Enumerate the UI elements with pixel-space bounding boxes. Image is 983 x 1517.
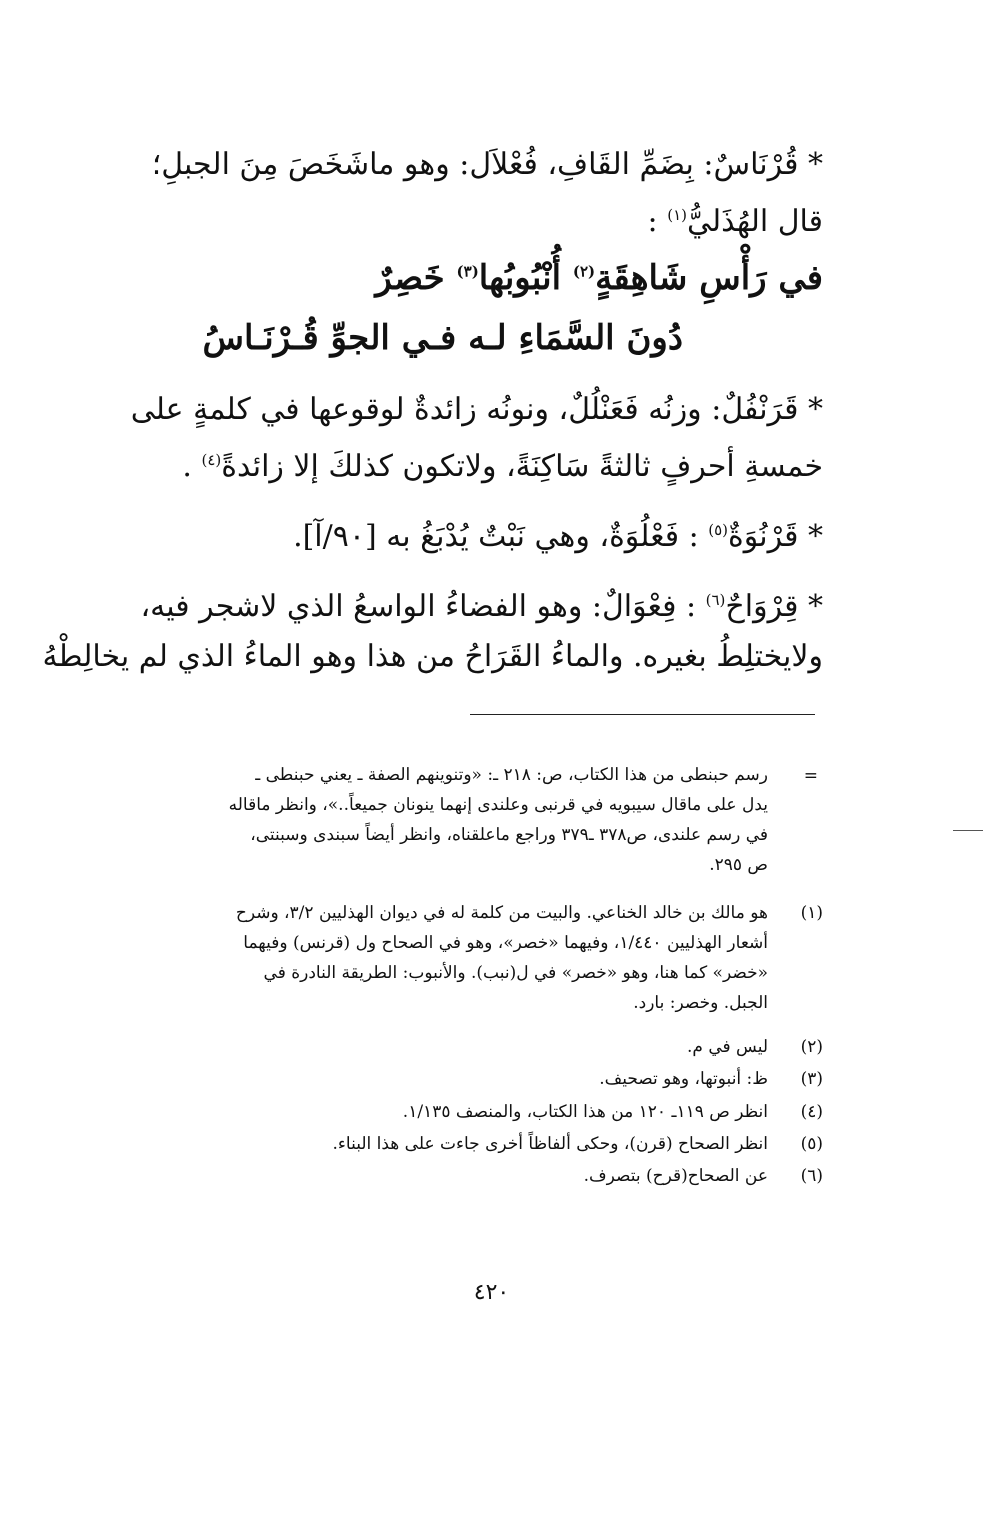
text-fragment: خمسةِ أحرفٍ ثالثةً سَاكِنَةً، ولاتكون كذلكَ إلا زائدةً — [221, 449, 823, 484]
text-fragment: . — [182, 449, 192, 484]
footnote-line: عن الصحاح(قرح) بتصرف. — [583, 1166, 768, 1186]
footnote-line: رسم حبنطى من هذا الكتاب، ص: ٢١٨ ـ: «وتنوينهم الصفة ـ يعني حبنطى ـ — [255, 765, 768, 785]
footnote-number: (٦) — [800, 1166, 823, 1186]
footnote-ref: (٥) — [708, 521, 728, 539]
text-line: * قُرْنَاسٌ: بِضَمِّ القَافِ، فُعْلاَل: وهو ماشَخَصَ مِنَ الجبلِ؛ — [151, 147, 823, 182]
footnote-number: (١) — [800, 903, 823, 923]
footnote-line: هو مالك بن خالد الخناعي. والبيت من كلمة له في ديوان الهذليين ٣/٢، وشرح — [235, 903, 768, 923]
footnote-ref: (٤) — [201, 451, 222, 469]
footnote-number: (٤) — [800, 1102, 823, 1122]
footnote-5 — [333, 1129, 769, 1159]
verse-second-hemistich: دُونَ السَّمَاءِ لـه فـي الجوِّ قُـرْنَـاسُ — [202, 318, 683, 358]
entry-qurnas — [123, 140, 823, 247]
text-line: * قَرَنْفُلٌ: وزنُه فَعَنْلُلٌ، ونونُه زائدةٌ لوقوعها في كلمةٍ على — [130, 392, 823, 427]
footnote-line: «خضر» كما هنا، وهو «خصر» في ل(نبب). والأنبوب: الطريقة النادرة في — [263, 963, 768, 983]
footnote-2 — [687, 1032, 768, 1062]
footnote-ref: (١) — [667, 206, 687, 224]
footnote-line: ليس في م. — [686, 1037, 768, 1057]
footnote-line: ظ: أنبوتها، وهو تصحيف. — [599, 1069, 768, 1089]
footnote-3 — [599, 1064, 768, 1094]
text-fragment: : — [647, 204, 658, 239]
continuation-mark: = — [803, 766, 818, 786]
text-line: ولايختلِطُ بغيره. والماءُ القَرَاحُ من هذا وهو الماءُ الذي لم يخالِطْهُ — [42, 639, 823, 674]
footnote-6 — [584, 1161, 768, 1191]
footnote-ref: (٢) — [572, 262, 596, 281]
text-line — [123, 575, 823, 632]
entry-qarnuwa — [123, 505, 823, 562]
footnote-line: يدل على ماقال سيبويه في قرنبى وعلندى إنهما ينونان جميعاً..»، وانظر ماقاله — [228, 795, 768, 815]
footnote-line: انظر الصحاح (قرن)، وحكى ألفاظاً أخرى جاءت على هذا البناء. — [332, 1134, 768, 1154]
footnote-line: انظر ص ١١٩ـ ١٢٠ من هذا الكتاب، والمنصف ١/١٣٥. — [402, 1102, 768, 1122]
verse-fragment: خَصِرٌ — [375, 258, 445, 298]
footnote-1 — [236, 898, 768, 1018]
footnote-continuation — [229, 760, 768, 880]
footnote-line: أشعار الهذليين ١/٤٤٠، وفيهما «خصر»، وهو في الصحاح ول (قرنس) وفيهما — [243, 933, 768, 953]
verse-first-hemistich — [375, 258, 823, 298]
text-fragment: * قِرْوَاحٌ — [725, 589, 823, 624]
text-fragment: * قَرْنُوَةٌ — [728, 519, 823, 554]
footnote-ref: (٦) — [705, 591, 726, 609]
text-line — [123, 435, 823, 492]
footnote-number: (٣) — [800, 1069, 823, 1089]
entry-qaranful — [123, 385, 823, 492]
footnote-number: (٢) — [800, 1037, 823, 1057]
footnote-separator — [470, 714, 815, 715]
text-fragment: قال الهُذَليُّ — [686, 204, 823, 239]
footnote-line: في رسم علندى، ص٣٧٨ ـ٣٧٩ وراجع ماعلقناه، وانظر أيضاً سبندى وسبنتى، — [250, 825, 768, 845]
text-fragment: : فِعْوَالٌ: وهو الفضاءُ الواسعُ الذي لاشجر فيه، — [140, 589, 706, 624]
footnote-line: الجبل. وخصر: بارد. — [633, 993, 768, 1013]
text-line — [123, 505, 823, 562]
entry-qirwah — [42, 575, 823, 682]
text-line — [123, 190, 823, 247]
footnote-number: (٥) — [800, 1134, 823, 1154]
page-number: ٤٢٠ — [473, 1280, 510, 1305]
margin-line — [953, 830, 983, 831]
text-fragment: : فَعْلُوَةٌ، وهي نَبْتٌ يُدْبَغُ به [٩٠/آ]. — [293, 519, 709, 554]
footnote-4 — [403, 1097, 768, 1127]
footnote-ref: (٣) — [456, 262, 479, 281]
footnote-line: ص ٢٩٥. — [709, 855, 768, 875]
verse-fragment: في رَأْسِ شَاهِقَةٍ — [595, 258, 823, 298]
verse-fragment: أُنْبُوبُها — [478, 258, 562, 298]
